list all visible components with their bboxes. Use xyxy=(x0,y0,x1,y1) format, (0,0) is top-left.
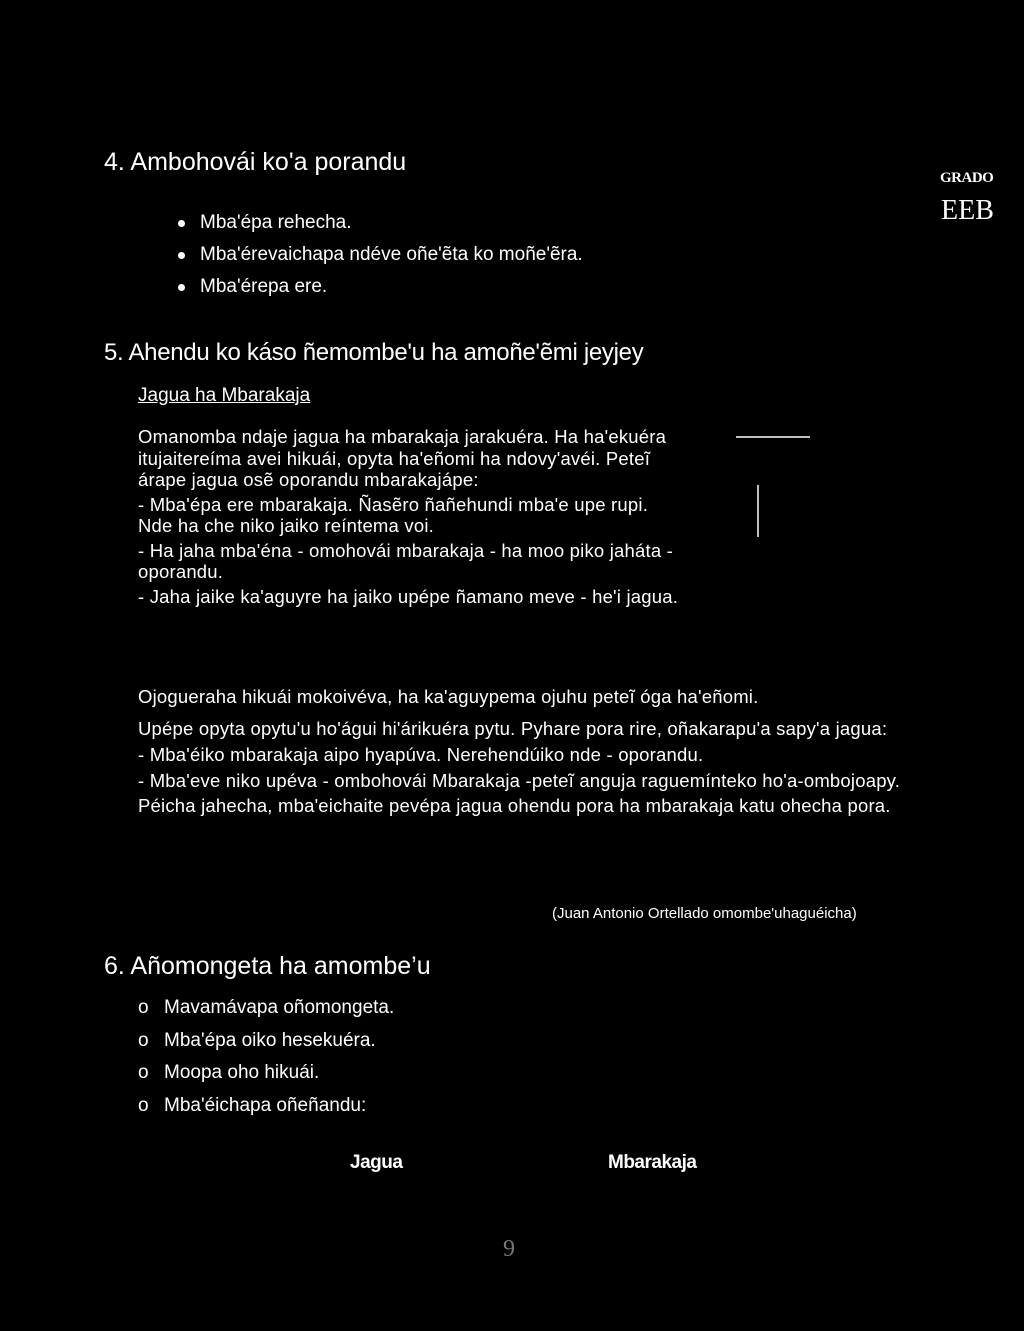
story-paragraph: - Mba'eve niko upéva - ombohovái Mbarakaja -peteĩ anguja raguemínteko ho'a-ombojoapy. xyxy=(138,769,901,791)
story-title: Jagua ha Mbarakaja xyxy=(138,385,311,406)
list-item: o Mba'éichapa oñeñandu: xyxy=(138,1090,394,1123)
story-paragraph: - Mba'éiko mbarakaja aipo hyapúva. Nerehendúiko nde - oporandu. xyxy=(138,744,704,765)
bullet-marker: o xyxy=(138,1029,149,1051)
story-paragraph: Omanomba ndaje jagua ha mbarakaja jarakuéra. Ha ha'ekuéra itujaitereíma avei hikuái, opyta ha'eñomi ha ndovy'avéi. Peteĩ árape jagua osẽ oporandu mbarakajápe: xyxy=(138,426,667,490)
column-heading-jagua: Jagua xyxy=(350,1152,403,1173)
bullet-marker: o xyxy=(138,1094,149,1116)
story-paragraph: Péicha jahecha, mba'eichaite pevépa jagua ohendu pora ha mbarakaja katu ohecha pora. xyxy=(138,795,891,816)
story-text-narrow xyxy=(138,426,686,607)
list-item: Mba'épa rehecha. xyxy=(178,207,583,239)
section-4-title: 4. Ambohovái ko'a porandu xyxy=(104,148,407,176)
bullet-marker: o xyxy=(138,997,149,1018)
section-6-title: 6. Añomongeta ha amombe’u xyxy=(104,952,431,980)
list-item: Mba'érevaichapa ndéve oñe'ẽta ko moñe'ẽra. xyxy=(178,239,583,271)
story-paragraph: - Mba'épa ere mbarakaja. Ñasẽro ñañehundi mba'e upe rupi. Nde ha che niko jaiko reíntema voi. xyxy=(138,493,649,536)
grade-label: GRADO xyxy=(940,170,994,186)
section-4-list xyxy=(178,207,583,303)
list-item: o Mba'épa oiko hesekuéra. xyxy=(138,1025,394,1058)
section-6-list xyxy=(138,992,394,1122)
page-number: 9 xyxy=(503,1236,515,1262)
bullet-icon xyxy=(178,284,185,291)
story-paragraph: Ojogueraha hikuái mokoivéva, ha ka'aguypema ojuhu peteĩ óga ha'eñomi. xyxy=(138,686,759,707)
list-item: o Moopa oho hikuái. xyxy=(138,1057,394,1090)
story-paragraph: Upépe opyta opytu'u ho'águi hi'árikuéra pytu. Pyhare pora rire, oñakarapu'a sapy'a jagua: xyxy=(138,717,888,739)
grade-value: EEB xyxy=(941,195,994,226)
column-heading-mbarakaja: Mbarakaja xyxy=(608,1152,697,1173)
bullet-icon xyxy=(178,220,185,227)
story-paragraph: - Jaha jaike ka'aguyre ha jaiko upépe ñamano meve - he'i jagua. xyxy=(138,585,679,607)
bullet-icon xyxy=(178,252,185,259)
story-author: (Juan Antonio Ortellado omombe'uhaguéicha) xyxy=(552,905,857,922)
list-item: Mba'érepa ere. xyxy=(178,271,583,303)
bullet-marker: o xyxy=(138,1062,149,1083)
story-text-wide xyxy=(138,686,928,817)
story-paragraph: - Ha jaha mba'éna - omohovái mbarakaja - ha moo piko jaháta - oporandu. xyxy=(138,539,674,582)
section-5-title: 5. Ahendu ko káso ñemombe'u ha amoñe'ẽmi jeyjey xyxy=(104,339,644,366)
illustration-lines xyxy=(730,425,830,555)
list-item: o Mavamávapa oñomongeta. xyxy=(138,992,394,1025)
